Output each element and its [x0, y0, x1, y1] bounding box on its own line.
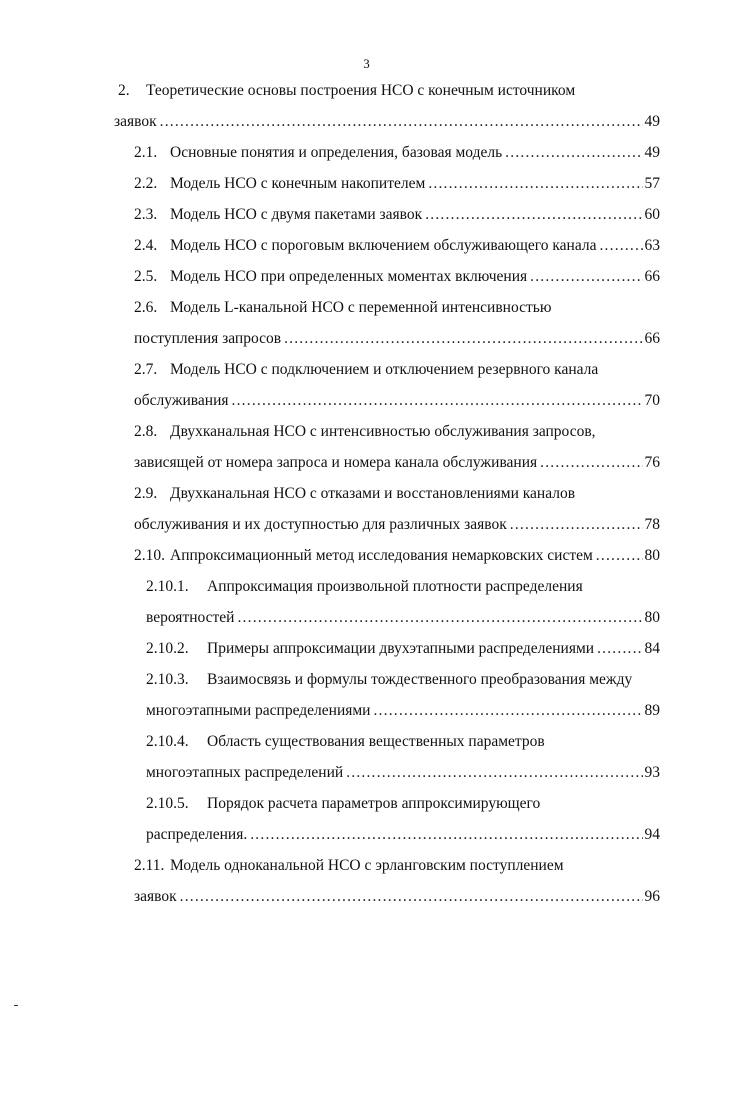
toc-page-number: 70 [644, 392, 660, 409]
toc-entry-title-cont: зависящей от номера запроса и номера канала обслуживания [134, 454, 538, 471]
toc-entry-number: 2. [118, 82, 130, 99]
leader-dots [540, 452, 642, 474]
toc-entry-title: Теоретические основы построения НСО с конечным источником [146, 82, 576, 99]
toc-entry-2-9 [134, 483, 660, 545]
toc-entry-title: Аппроксимация произвольной плотности распределения [207, 578, 583, 595]
toc-entry-title: Область существования вещественных параметров [207, 733, 545, 750]
toc-entry-title: Модель НСО с конечным накопителем [170, 175, 426, 192]
toc-entry-title-cont: заявок [134, 888, 177, 905]
toc-entry-2-10-3 [146, 669, 660, 731]
toc-page-number: 89 [644, 702, 660, 719]
toc-page-number: 80 [644, 609, 660, 626]
toc-entry-number: 2.5. [134, 268, 158, 285]
toc-entry-title: Двухканальная НСО с интенсивностью обслуживания запросов, [170, 423, 596, 440]
toc-entry-2-7 [134, 359, 660, 421]
toc-page-number: 49 [644, 113, 660, 130]
leader-dots [160, 111, 643, 133]
toc-page-number: 84 [644, 640, 660, 657]
leader-dots [180, 886, 643, 908]
toc-entry-title: Модель НСО с подключением и отключением резервного канала [170, 361, 599, 378]
leader-dots [237, 607, 642, 629]
toc-entry-number: 2.2. [134, 175, 158, 192]
toc-entry-title: Модель НСО при определенных моментах включения [170, 268, 528, 285]
toc-page-number: 94 [644, 826, 660, 843]
toc-entry-number: 2.10.4. [146, 733, 189, 750]
leader-dots [505, 142, 642, 164]
toc-entry-2-10-5 [146, 793, 660, 855]
toc-entry-title-cont: обслуживания и их доступностью для различных заявок [134, 516, 507, 533]
leader-dots [425, 204, 642, 226]
toc-entry-2-11 [134, 855, 660, 917]
toc-entry-number: 2.7. [134, 361, 158, 378]
toc-entry-title: Двухканальная НСО с отказами и восстановлениями каналов [170, 485, 576, 502]
toc-entry-number: 2.8. [134, 423, 158, 440]
leader-dots [232, 390, 643, 412]
toc-entry-title-cont: поступления запросов [134, 330, 282, 347]
leader-dots [530, 266, 642, 288]
leader-dots [599, 235, 642, 257]
toc-entry-title: Модель одноканальной НСО с эрланговским поступлением [170, 857, 564, 874]
toc-entry-title-cont: распределения. [146, 826, 248, 843]
toc-entry-title-cont: заявок [114, 113, 157, 130]
toc-entry-2-5 [134, 266, 660, 297]
leader-dots [510, 514, 643, 536]
leader-dots [596, 545, 643, 567]
toc-entry-2-10-2 [146, 638, 660, 669]
toc-page-number: 57 [644, 175, 660, 192]
toc-page-number: 66 [644, 268, 660, 285]
toc-entry-2-10-1 [146, 576, 660, 638]
toc-page-number: 76 [644, 454, 660, 471]
toc-page-number: 66 [644, 330, 660, 347]
toc-page-number: 93 [644, 764, 660, 781]
toc-entry-title-cont: многоэтапными распределениями [146, 702, 371, 719]
leader-dots [373, 700, 642, 722]
toc-entry-2-8 [134, 421, 660, 483]
toc-entry-number: 2.6. [134, 299, 158, 316]
toc-entry-2-3 [134, 204, 660, 235]
toc-entry-title-cont: многоэтапных распределений [146, 764, 344, 781]
toc-entry-number: 2.9. [134, 485, 158, 502]
toc-entry-2-2 [134, 173, 660, 204]
toc-page-number: 60 [644, 206, 660, 223]
leader-dots [250, 824, 642, 846]
leader-dots [284, 328, 642, 350]
toc-entry-title: Примеры аппроксимации двухэтапными распределениями [207, 640, 595, 657]
toc-page-number: 49 [644, 144, 660, 161]
toc-entry-title: Аппроксимационный метод исследования немарковских систем [170, 547, 593, 564]
toc-entry-number: 2.11. [134, 857, 165, 874]
toc-entry-number: 2.4. [134, 237, 158, 254]
toc-entry-title: Взаимосвязь и формулы тождественного преобразования между [207, 671, 633, 688]
toc-entry-title: Порядок расчета параметров аппроксимирующего [207, 795, 541, 812]
toc-page-number: 80 [644, 547, 660, 564]
toc-entry-2-6 [134, 297, 660, 359]
toc-entry-2-1 [134, 142, 660, 173]
toc-entry-number: 2.10.3. [146, 671, 189, 688]
toc-entry-number: 2.3. [134, 206, 158, 223]
leader-dots [428, 173, 642, 195]
toc-entry-title: Модель НСО с двумя пакетами заявок [170, 206, 423, 223]
page-number: 3 [363, 56, 370, 71]
toc-entry-title-cont: вероятностей [146, 609, 235, 626]
toc-entry-number: 2.10. [134, 547, 165, 564]
toc-entry-number: 2.1. [134, 144, 158, 161]
toc-entry-number: 2.10.2. [146, 640, 189, 657]
toc-entry-number: 2.10.5. [146, 795, 189, 812]
toc-entry-title: Модель НСО с пороговым включением обслуживающего канала [170, 237, 597, 254]
leader-dots [597, 638, 642, 660]
toc-page-number: 78 [644, 516, 660, 533]
toc-entry-number: 2.10.1. [146, 578, 189, 595]
scan-artifact-mark [14, 1005, 18, 1006]
toc-entry-title: Модель L-канальной НСО с переменной интенсивностью [170, 299, 552, 316]
toc-entry-2-10 [134, 545, 660, 576]
toc-entry-title: Основные понятия и определения, базовая модель [170, 144, 503, 161]
toc-entry-2 [114, 80, 660, 142]
toc-entry-2-10-4 [146, 731, 660, 793]
toc-page-number: 96 [644, 888, 660, 905]
toc-entry-2-4 [134, 235, 660, 266]
toc-page-number: 63 [644, 237, 660, 254]
toc-entry-title-cont: обслуживания [134, 392, 229, 409]
leader-dots [346, 762, 642, 784]
